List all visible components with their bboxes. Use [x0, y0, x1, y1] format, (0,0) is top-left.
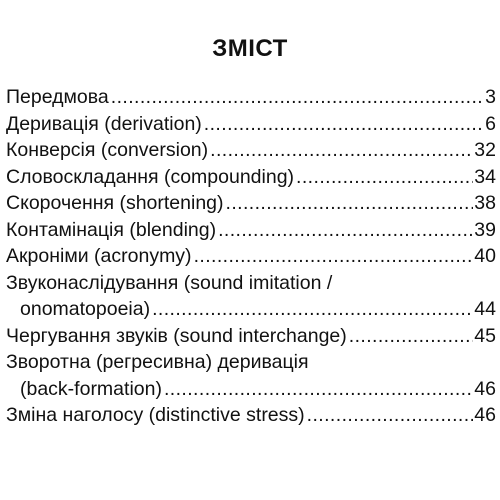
toc-entry-title: Деривація (derivation)	[6, 112, 202, 135]
toc-list	[6, 84, 496, 429]
toc-entry-page: 32	[474, 139, 496, 161]
dot-leader	[296, 164, 473, 191]
dot-leader	[210, 137, 473, 164]
toc-entry-page: 44	[474, 298, 496, 320]
page-title: ЗМІСТ	[212, 35, 288, 62]
toc-entry-page: 3	[485, 86, 496, 108]
toc-entry-title: Акроніми (acronymy)	[6, 245, 192, 267]
dot-leader	[152, 296, 473, 323]
toc-entry-page: 39	[474, 218, 496, 241]
toc-entry	[6, 190, 496, 217]
toc-entry-title-continuation: (back-formation)	[20, 377, 162, 400]
toc-entry-title: Словоскладання (compounding)	[6, 165, 295, 188]
toc-entry-title: Конверсія (conversion)	[6, 139, 209, 161]
toc-entry-title: Зворотна (регресивна) деривація	[6, 351, 309, 373]
dot-leader	[218, 217, 473, 244]
dot-leader	[164, 376, 473, 403]
toc-entry	[6, 111, 496, 138]
toc-entry-page: 34	[474, 165, 496, 188]
toc-entry-page: 40	[474, 245, 496, 267]
toc-entry-page: 6	[485, 112, 496, 135]
toc-entry	[6, 84, 496, 111]
toc-entry	[6, 217, 496, 244]
toc-entry-title: Контамінація (blending)	[6, 218, 217, 241]
toc-entry	[6, 243, 496, 270]
dot-leader	[226, 190, 474, 217]
toc-entry-title: Зміна наголосу (distinctive stress)	[6, 404, 305, 426]
toc-entry-title: Звуконаслідування (sound imitation /	[6, 271, 333, 294]
toc-entry-title: Скорочення (shortening)	[6, 192, 224, 214]
toc-entry	[6, 402, 496, 429]
toc-entry	[6, 349, 496, 402]
dot-leader	[194, 243, 474, 270]
toc-entry-title: Чергування звуків (sound interchange)	[6, 324, 347, 347]
toc-entry	[6, 137, 496, 164]
toc-entry-title: Передмова	[6, 86, 109, 108]
toc-entry-page: 46	[474, 377, 496, 400]
toc-entry-title-continuation: onomatopoeia)	[20, 298, 151, 320]
dot-leader	[349, 323, 474, 350]
dot-leader	[307, 402, 474, 429]
toc-entry-page: 46	[474, 404, 496, 426]
toc-entry-page: 45	[474, 324, 496, 347]
toc-entry-page: 38	[474, 192, 496, 214]
toc-entry	[6, 323, 496, 350]
toc-entry	[6, 270, 496, 323]
toc-entry	[6, 164, 496, 191]
dot-leader	[111, 84, 484, 111]
dot-leader	[204, 111, 484, 138]
